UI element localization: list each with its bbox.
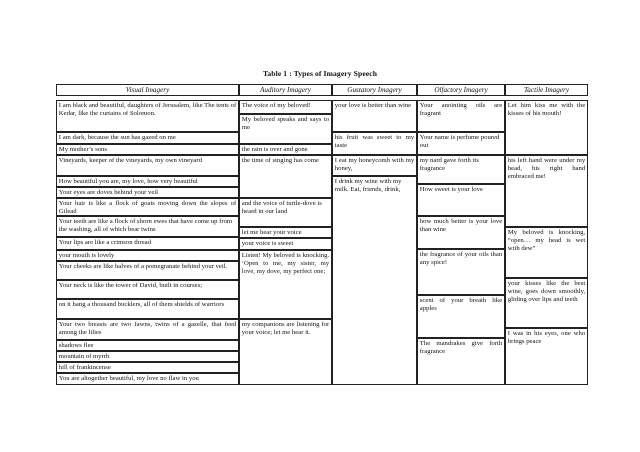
header-olfactory-imagery: Olfactory Imagery xyxy=(417,84,505,96)
header-auditory-imagery: Auditory Imagery xyxy=(239,84,332,96)
olfactory-cell: Your anointing oils are fragrant xyxy=(417,100,505,132)
header-gustatory-imagery: Gustatory Imagery xyxy=(332,84,417,96)
table-title: Table 1 : Types of Imagery Speech xyxy=(262,69,378,78)
tactile-cell: Let him kiss me with the kisses of his mouth! xyxy=(505,100,588,155)
tactile-cell: your kisses like the best wine, goes down smoothly, gliding over lips and teeth xyxy=(505,278,588,328)
gustatory-cell: I eat my honeycomb with my honey, xyxy=(332,155,417,176)
visual-cell: mountain of myrrh xyxy=(56,351,239,362)
gustatory-cell: I drink my wine with my milk. Eat, friends, drink, xyxy=(332,176,417,385)
visual-cell: You are altogether beautiful, my love no flaw in you xyxy=(56,373,239,385)
visual-cell: on it hang a thousand bucklers, all of them shields of warriors xyxy=(56,299,239,319)
tactile-cell: I was in his eyes, one who brings peace xyxy=(505,328,588,385)
gustatory-cell: your love is better than wine xyxy=(332,100,417,132)
visual-cell: Your eyes are doves behind your veil xyxy=(56,187,239,198)
olfactory-cell: How sweet is your love xyxy=(417,184,505,216)
auditory-cell: let me hear your voice xyxy=(239,227,332,238)
auditory-cell: your voice is sweet xyxy=(239,238,332,250)
olfactory-cell: my nard gave forth its fragrance xyxy=(417,155,505,184)
olfactory-cell: the fragrance of your oils than any spice! xyxy=(417,249,505,295)
visual-cell: shadows flee xyxy=(56,340,239,351)
gustatory-cell: his fruit was sweet to my taste xyxy=(332,132,417,155)
auditory-cell: the rain is over and gone xyxy=(239,144,332,155)
olfactory-cell: Your name is perfume poured out xyxy=(417,132,505,155)
auditory-cell: The voice of my beloved! xyxy=(239,100,332,114)
visual-cell: Your neck is like the tower of David, built in courses; xyxy=(56,280,239,299)
visual-cell: your mouth is lovely xyxy=(56,250,239,261)
auditory-cell: and the voice of turtle-dove is heard in our land xyxy=(239,198,332,227)
visual-cell: I am black and beautiful, daughters of Jerusalem, like The tents of Kedar, like the curtains of Solomon. xyxy=(56,100,239,132)
visual-cell: I am dark, because the sun has gazed on me xyxy=(56,132,239,144)
visual-cell: Vineyards, keeper of the vineyards, my own vineyard xyxy=(56,155,239,176)
auditory-cell: the time of singing has come xyxy=(239,155,332,198)
olfactory-cell: The mandrakes give forth fragrance xyxy=(417,338,505,385)
header-visual-imagery: Visual Imagery xyxy=(56,84,239,96)
visual-cell: Your two breasts are two fawns, twins of a gazelle, that feed among the lilies xyxy=(56,319,239,340)
tactile-cell: his left hand were under my head, his right hand embraced me! xyxy=(505,155,588,227)
visual-cell: Your teeth are like a flock of shorn ewes that have come up from the washing, all of which bear twins xyxy=(56,216,239,237)
auditory-cell: Listen! My beloved is knocking. ‘Open to me, my sister, my love, my dove, my perfect one; xyxy=(239,250,332,319)
olfactory-cell: scent of your breath like apples xyxy=(417,295,505,338)
visual-cell: hill of frankincense xyxy=(56,362,239,373)
olfactory-cell: how much better is your love than wine xyxy=(417,216,505,249)
visual-cell: Your lips are like a crimson thread xyxy=(56,237,239,250)
auditory-cell: my companions are listening for your voice; let me hear it. xyxy=(239,319,332,385)
tactile-cell: My beloved is knocking, “open… my head is wet with dew” xyxy=(505,227,588,278)
visual-cell: Your cheeks are like halves of a pomegranate behind your veil. xyxy=(56,261,239,280)
header-tactile-imagery: Tactile Imagery xyxy=(505,84,588,96)
visual-cell: Your hair is like a flock of goats moving down the slopes of Gilead xyxy=(56,198,239,216)
visual-cell: My mother’s sons xyxy=(56,144,239,155)
auditory-cell: My beloved speaks and says to me xyxy=(239,114,332,144)
visual-cell: How beautiful you are, my love, how very beautiful xyxy=(56,176,239,187)
